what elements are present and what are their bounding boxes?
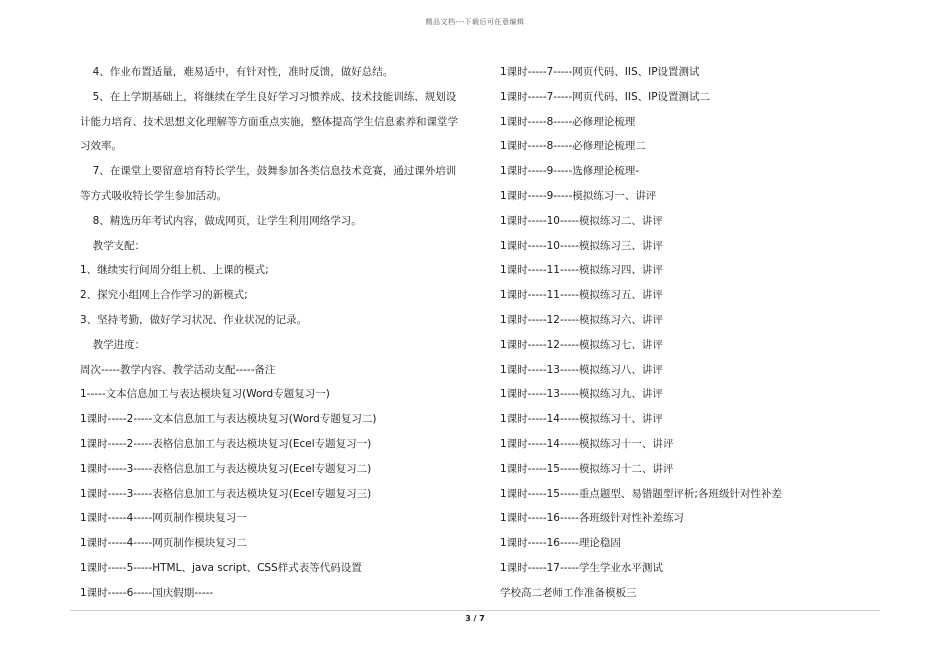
left-paragraph: 1课时-----2-----表格信息加工与表达模块复习(Ecel专题复习一) (80, 437, 372, 450)
right-line: 1课时-----10-----模拟练习三、讲评 (500, 239, 663, 252)
left-paragraph: 教学进度： (92, 338, 146, 351)
left-paragraph: 1-----文本信息加工与表达模块复习(Word专题复习一) (80, 388, 330, 401)
right-line: 1课时-----12-----模拟练习七、讲评 (500, 338, 663, 351)
page-header: 精品文档---下载后可任意编辑 (425, 18, 525, 26)
right-line: 1课时-----9-----模拟练习一、讲评 (500, 189, 657, 202)
right-line: 1课时-----7-----网页代码、IIS、IP设置测试二 (500, 90, 711, 103)
right-line: 1课时-----14-----模拟练习十、讲评 (500, 413, 663, 426)
right-line: 1课时-----16-----各班级针对性补差练习 (500, 512, 684, 525)
left-paragraph: 1课时-----3-----表格信息加工与表达模块复习(Ecel专题复习二) (80, 462, 372, 475)
right-line: 1课时-----16-----理论稳固 (500, 537, 621, 550)
right-line: 1课时-----15-----重点题型、易错题型评析;各班级针对性补差 (500, 487, 782, 500)
left-paragraph: 1课时-----4-----网页制作模块复习一 (80, 512, 247, 525)
left-paragraph: 5、在上学期基础上，将继续在学生良好学习习惯养成、技术技能训练、规划设计能力培育、技术思想文化理解等方面重点实施，整体提高学生信息素养和课堂学习效率。 (80, 90, 458, 153)
right-line: 1课时-----17-----学生学业水平测试 (500, 561, 663, 574)
left-paragraph: 1课时-----4-----网页制作模块复习二 (80, 537, 247, 550)
left-paragraph: 2、探究小组网上合作学习的新模式; (80, 289, 248, 302)
left-paragraph: 1课时-----2-----文本信息加工与表达模块复习(Word专题复习二) (80, 413, 377, 426)
footer-divider (70, 610, 880, 611)
right-line: 1课时-----10-----模拟练习二、讲评 (500, 214, 663, 227)
right-line: 1课时-----8-----必修理论梳理 (500, 115, 636, 128)
right-line: 1课时-----7-----网页代码、IIS、IP设置测试 (500, 66, 700, 78)
left-paragraph: 4、作业布置适量，难易适中，有针对性，准时反馈，做好总结。 (92, 66, 394, 78)
right-line: 1课时-----15-----模拟练习十二、讲评 (500, 462, 674, 475)
right-line: 1课时-----13-----模拟练习九、讲评 (500, 388, 663, 401)
right-line: 1课时-----14-----模拟练习十一、讲评 (500, 437, 674, 450)
right-line: 1课时-----11-----模拟练习五、讲评 (500, 289, 663, 302)
right-line: 1课时-----12-----模拟练习六、讲评 (500, 313, 663, 326)
right-line: 1课时-----8-----必修理论梳理二 (500, 140, 646, 153)
right-line: 1课时-----9-----选修理论梳理- (500, 165, 640, 178)
left-paragraph: 教学支配： (92, 239, 146, 252)
right-line: 学校高二老师工作准备模板三 (500, 586, 637, 599)
right-line: 1课时-----11-----模拟练习四、讲评 (500, 264, 663, 277)
left-paragraph: 1课时-----5-----HTML、java script、CSS样式表等代码设置 (80, 561, 362, 574)
left-paragraph: 1、继续实行间周分组上机、上课的模式; (80, 264, 269, 277)
left-paragraph: 周次-----教学内容、教学活动支配-----备注 (80, 363, 276, 376)
left-paragraph: 1课时-----3-----表格信息加工与表达模块复习(Ecel专题复习三) (80, 487, 372, 500)
left-paragraph: 3、坚持考勤，做好学习状况、作业状况的记录。 (80, 313, 308, 326)
left-paragraph: 7、在课堂上要留意培育特长学生，鼓舞参加各类信息技术竞赛，通过课外培训等方式吸收特长学生参加活动。 (80, 165, 457, 202)
page-number: 3 / 7 (465, 614, 485, 623)
left-paragraph: 8、精选历年考试内容，做成网页，让学生利用网络学习。 (92, 214, 362, 227)
right-column (500, 60, 810, 606)
left-paragraph: 1课时-----6-----国庆假期----- (80, 586, 214, 599)
left-column (80, 60, 460, 606)
right-line: 1课时-----13-----模拟练习八、讲评 (500, 363, 663, 376)
